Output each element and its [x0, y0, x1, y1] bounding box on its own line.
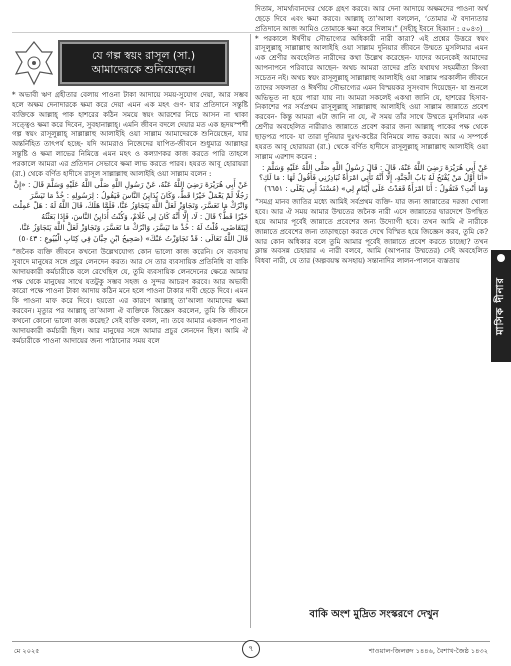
paragraph-continuation: দিতাম, সামর্থ্যবানদের থেকে গ্রহণ করবে। আর দেনা আদায়ে অক্ষমদের পাওনা অর্থ ছেড়ে দিবে এবং ক্ষমা করবে। আল্লাহ্‌ তা’আলা বললেন, ‘তোমার ঐ বদান্যতার প্রতিদানে আজ আমিও তোমাকে ক্ষমা করে দিলাম।” (সহীহ্‌ ইবনে হিব্বান : ৫০৪৩)	[255, 4, 488, 33]
dot-icon	[497, 254, 505, 262]
paragraph-translation-2: “সমগ্র মানব জাতির মধ্যে আমিই সর্বপ্রথম ব্যক্তি- যার জন্য জান্নাতের দরজা খোলা হবে। আর ঐ সময় আমার উম্মতের জনৈক নারী এসে জান্নাতের দ্বারদেশে উপস্থিত হয়ে আমার পূর্বেই জান্নাতে প্রবেশের জন্য উদ্যোগী হবে। তখন আমি ঐ নারীকে জান্নাতে প্রবেশের জন্য তাড়াহুড়ো করতে দেখে বিস্মিত হয়ে জিজ্ঞেস করব, তুমি কে? আর কোন অধিকার বলে তুমি আমার পূর্বেই জান্নাতে প্রবেশ করতে চাচ্ছো? তখন ক্লান্ত অবসন্ন চেহারার এ নারী বলবে, আমি (আপনার উম্মতের) সেই অবহেলিত বিধবা নারী, যে তার (অল্পবয়স্ক অসহায়) সন্তানাদির লালন-পালনে ব্যস্ততায়	[255, 197, 488, 266]
ornament-icon	[12, 38, 56, 88]
page-number: ৭	[242, 640, 260, 658]
footer-hijri-date: শাওয়াল-জিলক্বদ ১৪৪৬, বৈশাখ-জৈষ্ঠ ১৪৩২	[368, 647, 488, 655]
footer-date: মে ২০২৫	[14, 647, 40, 655]
continued-note: বাকি অংশ মুদ্রিত সংস্করণে দেখুন	[309, 609, 439, 620]
left-column	[12, 90, 248, 626]
article-title-box	[58, 40, 229, 86]
article-title-line1: যে গল্প স্বয়ং রাসূল (সা.)	[91, 49, 196, 62]
arabic-hadith-1: عَنْ أَبِي هُرَيْرَةَ رَضِيَ اللَّهُ عَنْهُ، عَنْ رَسُولِ اللَّهِ صَلَّى اللَّهُ عَلَيْهِ وَسَلَّمَ قَالَ : «إِنَّ رَجُلًا لَمْ يَعْمَلْ خَيْرًا قَطُّ، وَكَانَ يُدَايِنُ النَّاسَ فَيَقُولُ : لِرَسُولِهِ : خُذْ مَا تَيَسَّرَ وَاتْرُكْ مَا تَعَسَّرَ، وَتَجَاوَزْ لَعَلَّ اللَّهَ يَتَجَاوَزُ عَنَّا، فَلَمَّا هَلَكَ، قَالَ اللَّهُ لَهُ : هَلْ عَمِلْتَ خَيْرًا قَطُّ؟ قَالَ : لَا، إِلَّا أَنَّهُ كَانَ لِي غُلَامٌ، وَكُنْتُ أُدَايِنُ النَّاسَ، فَإِذَا بَعَثْتُهُ لِيَتَقَاضَى، قُلْتُ لَهُ : خُذْ مَا تَيَسَّرَ، وَاتْرُكْ مَا تَعَسَّرَ، وَتَجَاوَزْ لَعَلَّ اللَّهَ يَتَجَاوَزُ عَنَّا، قَالَ اللَّهُ تَعَالَى : قَدْ تَجَاوَزْتُ عَنْكَ» (صَحِيحُ ابْنِ حِبَّانَ فِي كِتَابِ الْبُيُوعِ : ٥٠٤٣)	[12, 179, 248, 244]
side-tab-label: মাসিক দীনার	[494, 277, 506, 335]
paragraph-intro: * অভাবী ঋণ গ্রহীতার বেলায় পাওনা টাকা আদায়ে সময়-সুযোগ দেয়া, আর সম্ভব হলে অক্ষম দেনাদারকে ক্ষমা করে দেয়া এমন এক মহৎ গুণ- যার প্রতিদানে সন্তুষ্টি ব্যক্তিকে আল্লাহ্‌ পাক হাশরের কঠিন সময়ে স্বয়ং আরশের নিচে আসন না থাকা সত্ত্বেও ক্ষমা করে দিবেন, সুবহানাল্লাহ্‌। এমনি জীবন বদলে দেয়ার মত এক হৃদয়স্পর্শী গল্প স্বয়ং রাসূলুল্লাহ্‌ সাল্লাল্লাহু আলাইহি ওয়া সাল্লাম আমাদেরকে শুনিয়েছেন, যার অন্তর্নিহিত তাৎপর্য হচ্ছে- যদি আমরাও নিজেদের যাপিত-জীবনে শুধুমাত্র আল্লাহর সন্তুষ্টি ও ক্ষমা লাভের নিমিত্তে এমন মহৎ ও কল্যাণকর কাজ করতে পারি তাহলে পরকালে আমরা এর প্রতিদান সেভাবে ক্ষমা লাভ করতে পারব। হযরত আবূ হোরায়রা (রা.) থেকে বর্ণিত হাদীসে রাসূল সাল্লাল্লাহু আলাইহি ওয়া সাল্লাম বলেন :	[12, 90, 248, 178]
arabic-hadith-2: عَنْ أَبِي هُرَيْرَةَ رَضِيَ اللَّهُ عَنْهُ، قَالَ : قَالَ رَسُولُ اللَّهِ صَلَّى اللَّهُ عَلَيْهِ وَسَلَّمَ : «أَنَا أَوَّلُ مَنْ يُفْتَحُ لَهُ بَابُ الْجَنَّةِ، إِلَّا أَنَّهُ تَأْتِي امْرَأَةٌ تُبَادِرُنِي فَأَقُولُ لَهَا : مَا لَكِ؟ وَمَا أَنْتِ؟ فَتَقُولُ : أَنَا امْرَأَةٌ قَعَدْتُ عَلَى أَيْتَامٍ لِي» (مُسْنَدُ أَبِي يَعْلَى : ٦٦٥١)	[259, 162, 488, 194]
paragraph-second-story: * পরকালে ঈর্ষণীয় সৌভাগ্যের অধিকারী নারী কারা? এই প্রশ্নের উত্তরে স্বয়ং রাসূলুল্লাহ্‌ সাল্লাল্লাহু আলাইহি ওয়া সাল্লাম দুনিয়ার জীবনে উম্মতে মুসলিমার এমন এক শ্রেণীর অবহেলিত নারীদের কথা উল্লেখ করেছেন- যাদের অনেকেই আমাদের আপনাপনে পরিবারে আছেন- অথচ আমরা তাদের প্রতি যথাযথ সহমর্মীতা কিংবা সচেতন নই। অথচ স্বয়ং রাসূলুল্লাহ্‌ সাল্লাল্লাহু আলাইহি ওয়া সাল্লাম পরকালীন জীবনে তাদের সফলতা ও ঈর্ষণীয় সৌভাগ্যের এমন বিস্ময়কর সুসংবাদ দিয়েছেন- যা শুনলে অভিভূত না হয়ে পারা যায় না। আমরা সকলেই একথা জানি যে, হাশরের হিসাব-নিকাশের পর সর্বপ্রথম রাসূলুল্লাহ্‌ সাল্লাল্লাহু আলাইহি ওয়া সাল্লাম জান্নাতে প্রবেশ করবেন- কিন্তু আমরা এটা জানি না যে, ঐ সময় তাঁর সাথে উম্মতে মুসলিমার এক শ্রেণীর অবহেলিত নারীরাও জান্নাতে প্রবেশ করার জন্য আল্লাহ্‌ পাকের পক্ষ থেকে ছাড়পত্র পাবে- যা তারা দুনিয়ার দুঃখ-কষ্টের বিনিময়ে লাভ করবে। আর এ সম্পর্কে হযরত আবূ হোরায়রা (রা.) থেকে বর্ণিত হাদীসে রাসূলুল্লাহ্‌ সাল্লাল্লাহু আলাইহি ওয়া সাল্লাম এরশাদ করেন :	[255, 33, 488, 161]
article-title-line2: আমাদেরকে শুনিয়েছেন।	[91, 63, 196, 76]
paragraph-translation-1: “জনৈক ব্যক্তি জীবনে কখনো উল্লেখযোগ্য কোন ভালো কাজ করেনি। সে ব্যবসায় সুবাদে মানুষের সঙ্গে প্রচুর লেনদেন করত। আর সে তার ব্যবসায়িক প্রতিনিধি বা বাকি আদায়কারী কর্মচারীকে বলে রেখেছিল যে, তুমি ব্যবসায়িক লেনদেনের ক্ষেত্রে আমার পক্ষ থেকে মানুষের সাথে যতটুকু সম্ভব সহজ ও সুন্দর আচরণ করবে। আর অভাবী কারো পক্ষে পাওনা টাকা আদায় কঠিন মনে হলে পাওনা টাকার দাবী ছেড়ে দিবে। এমন কি পাওনা মাফ করে দিবে। হয়তো এর কারণে আল্লাহ্‌ তা’আলা আমাদের ক্ষমা করবেন। মৃত্যুর পর আল্লাহ্‌ তা’আলা ঐ ব্যক্তিকে জিজ্ঞেস করলেন, তুমি কি জীবনে কখনো কোনো ভালো কাজ করেছ? সেই ব্যক্তি বলল, না। তবে আমার একজন পাওনা আদায়কারী কর্মচারী ছিল। আর মানুষের সঙ্গে আমার প্রচুর লেনদেন ছিল। আমি ঐ কর্মচারীকে পাওনা আদায়ের জন্য পাঠানোর সময় বলে	[12, 247, 248, 345]
page-footer	[12, 641, 490, 657]
magazine-side-tab	[491, 250, 511, 362]
column-divider	[250, 34, 251, 628]
right-column	[255, 4, 488, 618]
